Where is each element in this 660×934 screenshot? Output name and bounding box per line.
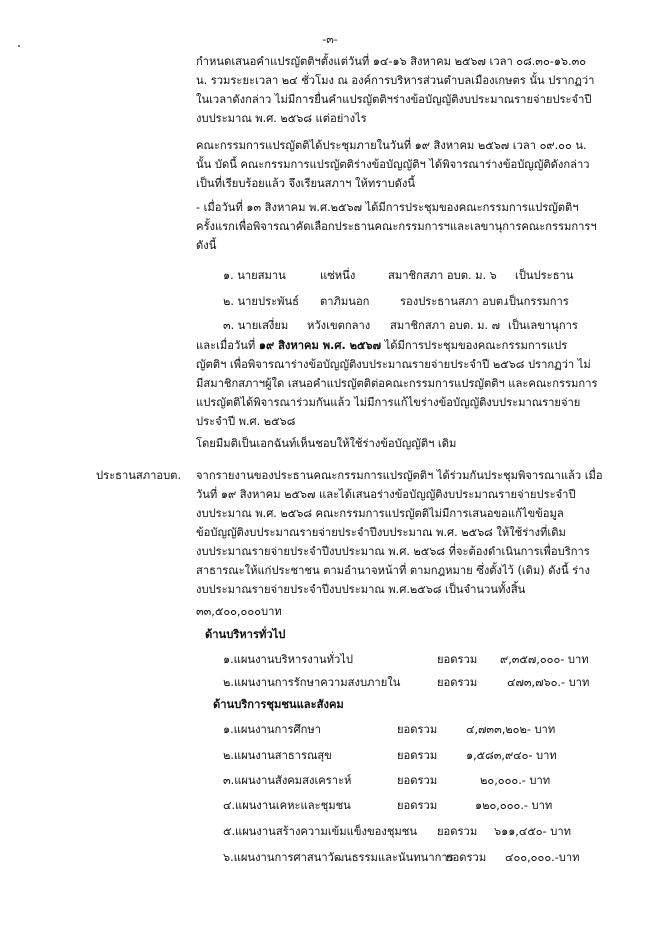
section-heading-community-services: ด้านบริการชุมชนและสังคม — [213, 698, 344, 711]
budget-item-amount: ๔,๗๓๓,๒๐๒- บาท — [466, 723, 556, 736]
budget-item-amount: ๖๑๑,๔๕๐- บาท — [494, 825, 571, 838]
para5-line-5: งบประมาณรายจ่ายประจำปีงบประมาณ พ.ศ. ๒๕๖๘ ที่จะต้องดำเนินการเพื่อบริการ — [196, 545, 590, 558]
para1-line-3: ในเวลาดังกล่าว ไม่มีการยื่นคำแปรญัตติฯร่างข้อบัญญัติงบประมาณรายจ่ายประจำปี — [196, 93, 592, 106]
para5-line-3: งบประมาณ พ.ศ. ๒๕๖๘ คณะกรรมการแปรญัตติไม่มีการเสนอขอแก้ไขข้อมูล — [196, 507, 564, 520]
budget-item-name: ๓.แผนงานสังคมสงเคราะห์ — [223, 774, 352, 787]
committee-member-role: เป็นกรรมการ — [505, 295, 569, 308]
budget-item-amount: ๒๐,๐๐๐.- บาท — [480, 774, 551, 787]
budget-item-name: ๖.แผนงานการศาสนาวัฒนธรรมและนันทนาการ — [223, 851, 454, 864]
para4-line-6: โดยมีมติเป็นเอกฉันท์เห็นชอบให้ใช้ร่างข้อบัญญัติฯ เดิม — [196, 437, 457, 450]
committee-member-position: สมาชิกสภา อบต. ม. ๖ — [388, 269, 497, 282]
budget-item-name: ๔.แผนงานเคหะและชุมชน — [223, 799, 351, 812]
scan-speck — [18, 45, 20, 47]
committee-member-role: เป็นประธาน — [515, 269, 574, 282]
committee-member-surname: ตาภิมนอก — [320, 295, 370, 308]
budget-item-amount: ๑๒๐,๐๐๐.- บาท — [475, 799, 553, 812]
budget-item-name: ๕.แผนงานสร้างความเข้มแข็งของชุมชน — [223, 825, 418, 838]
speaker-label: ประธานสภาอบต. — [96, 469, 182, 482]
budget-item-total-label: ยอดรวม — [397, 723, 438, 736]
para4-line-3: มีสมาชิกสภาฯผู้ใด เสนอคำแปรญัตติต่อคณะกรรมการแปรญัตติฯ และคณะกรรมการ — [196, 377, 598, 390]
para5-line-2: วันที่ ๑๙ สิงหาคม ๒๕๖๗ และได้เสนอร่างข้อบัญญัติงบประมาณรายจ่ายประจำปี — [196, 488, 576, 501]
meeting-date: ๑๙ สิงหาคม พ.ศ. ๒๕๖๗ — [258, 339, 381, 352]
page-number: -๓- — [322, 33, 338, 46]
budget-item-amount: ๔๐๐,๐๐๐.-บาท — [505, 851, 580, 864]
committee-member-position: รองประธานสภา อบต. — [400, 295, 507, 308]
budget-item-total-label: ยอดรวม — [397, 799, 438, 812]
para3-line-2: ครั้งแรกเพื่อพิจารณาคัดเลือกประธานคณะกรรมการฯและเลขานุการคณะกรรมการฯ — [196, 220, 597, 233]
committee-member-role: เป็นเลขานุการ — [508, 319, 578, 332]
budget-item-total-label: ยอดรวม — [397, 749, 438, 762]
para1-line-1: กำหนดเสนอคำแปรญัตติฯตั้งแต่วันที่ ๑๔-๑๖ สิงหาคม ๒๕๖๗ เวลา ๐๘.๓๐-๑๖.๓๐ — [196, 55, 587, 68]
budget-item-amount: ๑,๕๘๓,๙๔๐- บาท — [466, 749, 557, 762]
para4-line-4: แปรญัตติได้พิจารณาร่วมกันแล้ว ไม่มีการแก้ไขร่างข้อบัญญัติงบประมาณรายจ่าย — [196, 396, 581, 409]
para4-line-1 — [196, 336, 567, 355]
budget-item-name: ๒.แผนงานสาธารณสุข — [223, 749, 332, 762]
budget-item-total-label: ยอดรวม — [446, 851, 487, 864]
budget-item-name: ๑.แผนงานบริหารงานทั่วไป — [223, 653, 354, 666]
para3-line-1: - เมื่อวันที่ ๑๓ สิงหาคม พ.ศ.๒๕๖๗ ได้มีการประชุมของคณะกรรมการแปรญัตติฯ — [196, 201, 579, 214]
total-budget: ๓๓,๕๐๐,๐๐๐บาท — [196, 605, 282, 618]
budget-item-name: ๑.แผนงานการศึกษา — [223, 723, 322, 736]
committee-member-position: สมาชิกสภา อบต. ม. ๗ — [390, 319, 500, 332]
committee-member-name: ๒. นายประพันธ์ — [223, 295, 299, 308]
para4-text-a: และเมื่อวันที่ — [196, 339, 256, 352]
budget-item-name: ๒.แผนงานการรักษาความสงบภายใน — [223, 676, 401, 689]
para5-line-7: งบประมาณรายจ่ายประจำปีงบประมาณ พ.ศ.๒๕๖๘ เป็นจำนวนทั้งสิ้น — [196, 583, 526, 596]
budget-item-total-label: ยอดรวม — [437, 825, 478, 838]
para5-line-4: ข้อบัญญัติงบประมาณรายจ่ายประจำปีงบประมาณ พ.ศ. ๒๕๖๘ ให้ใช้ร่างที่เดิม — [196, 526, 566, 539]
committee-member-name: ๑. นายสมาน — [223, 269, 286, 282]
budget-item-total-label: ยอดรวม — [437, 676, 478, 689]
para4-text-b: ได้มีการประชุมของคณะกรรมการแปร — [384, 339, 568, 352]
para3-line-3: ดังนี้ — [196, 239, 217, 252]
committee-member-name: ๓. นายเสงี่ยม — [223, 319, 289, 332]
para1-line-2: น. รวมระยะเวลา ๒๔ ชั่วโมง ณ องค์การบริหารส่วนตำบลเมืองเกษตร นั้น ปรากฏว่า — [196, 74, 595, 87]
para5-line-1: จากรายงานของประธานคณะกรรมการแปรญัตติฯ ได้ร่วมกันประชุมพิจารณาแล้ว เมื่อ — [196, 469, 603, 482]
para4-line-5: ประจำปี พ.ศ. ๒๕๖๘ — [196, 415, 296, 428]
budget-item-total-label: ยอดรวม — [397, 774, 438, 787]
para4-line-2: ญัตติฯ เพื่อพิจารณาร่างข้อบัญญัติงบประมาณรายจ่ายประจำปี ๒๕๖๘ ปรากฏว่า ไม่ — [196, 358, 591, 371]
section-heading-general-admin: ด้านบริหารทั่วไป — [205, 628, 286, 641]
committee-member-surname: แซ่หนึ่ง — [320, 269, 356, 282]
para2-line-2: นั้น บัดนี้ คณะกรรมการแปรญัตติร่างข้อบัญญัติฯ ได้พิจารณาร่างข้อบัญญัติดังกล่าว — [196, 158, 590, 171]
para2-line-1: คณะกรรมการแปรญัตติได้ประชุมภายในวันที่ ๑๙ สิงหาคม ๒๕๖๗ เวลา ๐๙.๐๐ น. — [196, 139, 587, 152]
budget-item-amount: ๙,๓๕๗,๐๐๐- บาท — [500, 653, 589, 666]
para2-line-3: เป็นที่เรียบร้อยแล้ว จึงเรียนสภาฯ ให้ทราบดังนี้ — [196, 177, 415, 190]
budget-item-amount: ๔๗๓,๗๖๐.- บาท — [507, 676, 590, 689]
para1-line-4: งบประมาณ พ.ศ. ๒๕๖๘ แต่อย่างไร — [196, 112, 367, 125]
para5-line-6: สาธารณะให้แก่ประชาชน ตามอำนาจหน้าที่ ตามกฎหมาย ซึ่งตั้งไว้ (เดิม) ดังนี้ ร่าง — [196, 564, 590, 577]
committee-member-surname: หวังเขตกลาง — [307, 319, 371, 332]
budget-item-total-label: ยอดรวม — [437, 653, 478, 666]
